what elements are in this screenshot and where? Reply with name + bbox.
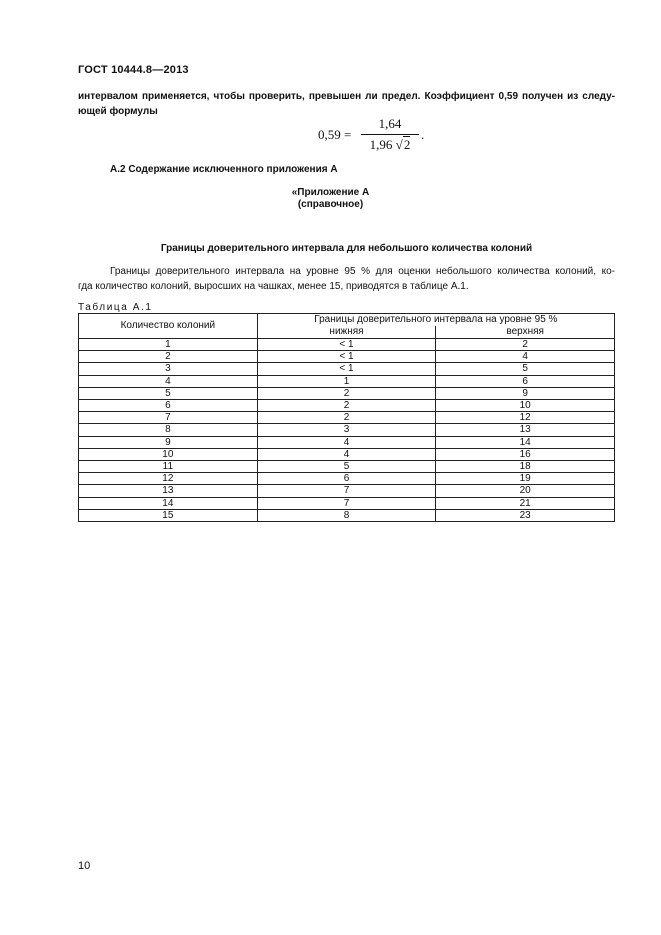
cell-lower-bound: 8	[257, 509, 436, 521]
cell-colony-count: 15	[79, 509, 258, 521]
intro-paragraph	[78, 89, 615, 119]
cell-colony-count: 13	[79, 485, 258, 497]
cell-lower-bound: 7	[257, 497, 436, 509]
cell-colony-count: 7	[79, 412, 258, 424]
formula	[318, 116, 438, 158]
document-header: ГОСТ 10444.8—2013	[78, 64, 189, 76]
cell-lower-bound: 7	[257, 485, 436, 497]
table-row	[79, 412, 615, 424]
cell-lower-bound: 4	[257, 448, 436, 460]
table-row	[79, 485, 615, 497]
header-upper: верхняя	[436, 326, 615, 339]
table-row	[79, 497, 615, 509]
table-row	[79, 473, 615, 485]
table-row	[79, 339, 615, 351]
cell-upper-bound: 20	[436, 485, 615, 497]
cell-upper-bound: 19	[436, 473, 615, 485]
body-line-1: Границы доверительного интервала на уровне 95 % для оценки небольшого количества колоний, ко-	[110, 266, 615, 277]
header-lower: нижняя	[257, 326, 436, 339]
table-row	[79, 509, 615, 521]
table-row	[79, 363, 615, 375]
formula-denominator	[361, 137, 419, 153]
table-row	[79, 448, 615, 460]
cell-upper-bound: 14	[436, 436, 615, 448]
cell-lower-bound: 3	[257, 424, 436, 436]
cell-colony-count: 1	[79, 339, 258, 351]
cell-upper-bound: 10	[436, 400, 615, 412]
cell-lower-bound: 2	[257, 412, 436, 424]
cell-lower-bound: 6	[257, 473, 436, 485]
cell-upper-bound: 13	[436, 424, 615, 436]
cell-lower-bound: < 1	[257, 339, 436, 351]
formula-lhs: 0,59 =	[318, 127, 352, 142]
header-colony-count: Количество колоний	[79, 314, 258, 339]
table-row	[79, 424, 615, 436]
cell-upper-bound: 18	[436, 461, 615, 473]
section-heading: А.2 Содержание исключенного приложения А	[110, 164, 338, 175]
cell-colony-count: 4	[79, 375, 258, 387]
cell-upper-bound: 23	[436, 509, 615, 521]
header-interval-group: Границы доверительного интервала на уровне 95 %	[257, 314, 614, 327]
table-row	[79, 461, 615, 473]
radicand: 2	[403, 137, 411, 152]
table-row	[79, 400, 615, 412]
formula-numerator: 1,64	[378, 116, 402, 131]
cell-colony-count: 2	[79, 351, 258, 363]
page-number: 10	[78, 860, 91, 872]
cell-upper-bound: 5	[436, 363, 615, 375]
cell-upper-bound: 4	[436, 351, 615, 363]
denominator-coefficient: 1,96	[369, 137, 393, 152]
table-label: Таблица А.1	[78, 302, 153, 313]
cell-colony-count: 3	[79, 363, 258, 375]
cell-lower-bound: 1	[257, 375, 436, 387]
cell-lower-bound: 5	[257, 461, 436, 473]
cell-colony-count: 14	[79, 497, 258, 509]
body-line-2: гда количество колоний, выросших на чашках, менее 15, приводятся в таблице А.1.	[78, 281, 469, 292]
main-title: Границы доверительного интервала для небольшого количества колоний	[160, 243, 533, 254]
colony-table	[78, 313, 615, 522]
formula-trailing-dot: .	[421, 127, 425, 142]
intro-line-1: интервалом применяется, чтобы проверить, превышен ли предел. Коэффициент 0,59 получен из следу-	[78, 91, 615, 102]
table-row	[79, 375, 615, 387]
intro-line-2: ющей формулы	[78, 106, 158, 117]
cell-colony-count: 9	[79, 436, 258, 448]
table-row	[79, 351, 615, 363]
cell-upper-bound: 12	[436, 412, 615, 424]
formula-fraction	[361, 116, 419, 153]
cell-lower-bound: 4	[257, 436, 436, 448]
appendix-kind: (справочное)	[297, 199, 364, 210]
cell-colony-count: 5	[79, 387, 258, 399]
cell-lower-bound: 2	[257, 400, 436, 412]
cell-colony-count: 10	[79, 448, 258, 460]
table-row	[79, 436, 615, 448]
cell-upper-bound: 9	[436, 387, 615, 399]
cell-colony-count: 6	[79, 400, 258, 412]
cell-upper-bound: 2	[436, 339, 615, 351]
table-row	[79, 387, 615, 399]
cell-colony-count: 8	[79, 424, 258, 436]
cell-lower-bound: < 1	[257, 363, 436, 375]
cell-colony-count: 11	[79, 461, 258, 473]
cell-upper-bound: 6	[436, 375, 615, 387]
cell-upper-bound: 21	[436, 497, 615, 509]
fraction-bar	[361, 134, 419, 135]
body-paragraph	[78, 264, 615, 294]
sqrt-icon: √	[395, 137, 403, 152]
cell-lower-bound: 2	[257, 387, 436, 399]
cell-upper-bound: 16	[436, 448, 615, 460]
table-header-row	[79, 314, 615, 327]
cell-colony-count: 12	[79, 473, 258, 485]
cell-lower-bound: < 1	[257, 351, 436, 363]
appendix-name: «Приложение А	[291, 187, 370, 198]
